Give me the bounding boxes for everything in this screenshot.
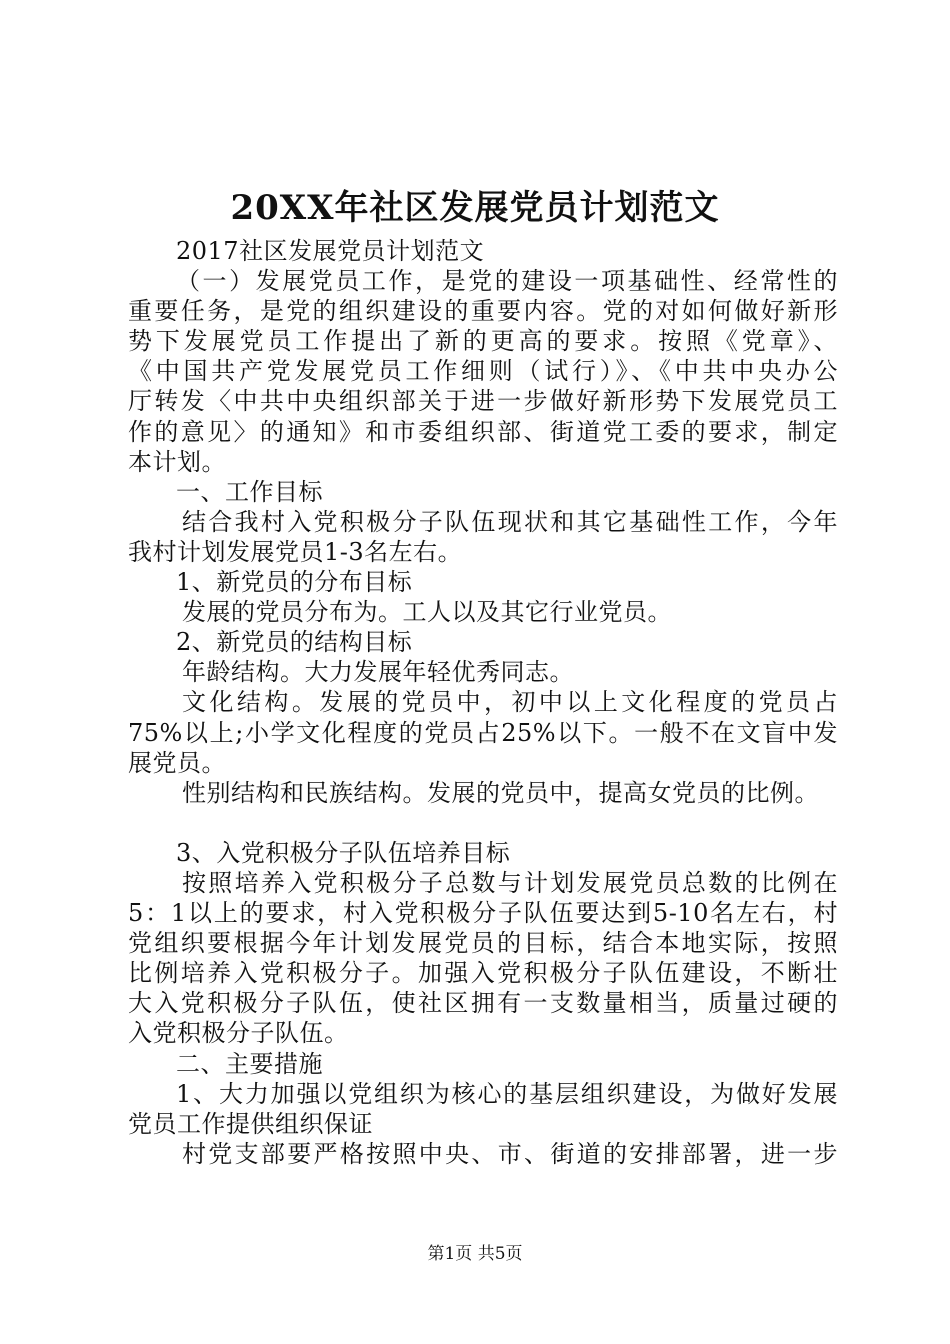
paragraph-line: （一）发展党员工作，是党的建设一项基础性、经常性的 xyxy=(176,267,838,296)
paragraph-line: 《中国共产党发展党员工作细则（试行）》、《中共中央办公 xyxy=(128,357,838,386)
paragraph-line: 结合我村入党积极分子队伍现状和其它基础性工作，今年 xyxy=(182,507,838,536)
paragraph-line: 作的意见〉的通知》和市委组织部、街道党工委的要求，制定 xyxy=(128,417,838,446)
section-heading: 一、工作目标 xyxy=(176,477,323,506)
paragraph-line: 按照培养入党积极分子总数与计划发展党员总数的比例在 xyxy=(182,868,838,897)
paragraph-line: 文化结构。发展的党员中，初中以上文化程度的党员占 xyxy=(182,688,838,717)
paragraph-line: 本计划。 xyxy=(128,447,226,476)
section-heading: 二、主要措施 xyxy=(176,1049,323,1078)
paragraph-line: 村党支部要严格按照中央、市、街道的安排部署，进一步 xyxy=(182,1139,838,1168)
paragraph-line: 展党员。 xyxy=(128,748,226,777)
paragraph-line: 厅转发〈中共中央组织部关于进一步做好新形势下发展党员工 xyxy=(128,387,838,416)
document-body xyxy=(128,236,838,1169)
paragraph-line: 我村计划发展党员1-3名左右。 xyxy=(128,537,463,566)
paragraph-line: 75%以上;小学文化程度的党员占25%以下。一般不在文盲中发 xyxy=(128,718,838,747)
paragraph-line: 发展的党员分布为。工人以及其它行业党员。 xyxy=(182,598,672,627)
paragraph-line: 势下发展党员工作提出了新的更高的要求。按照《党章》、 xyxy=(128,327,838,356)
document-title: 20XX年社区发展党员计划范文 xyxy=(230,188,720,228)
subtitle-line: 2017社区发展党员计划范文 xyxy=(176,237,485,265)
subsection-heading: 2、新党员的结构目标 xyxy=(176,628,413,657)
subsection-heading: 1、大力加强以党组织为核心的基层组织建设，为做好发展 xyxy=(176,1079,838,1108)
paragraph-line: 重要任务，是党的组织建设的重要内容。党的对如何做好新形 xyxy=(128,297,838,326)
paragraph-line: 性别结构和民族结构。发展的党员中，提高女党员的比例。 xyxy=(182,778,819,807)
subsection-heading: 1、新党员的分布目标 xyxy=(176,568,413,597)
paragraph-line: 年龄结构。大力发展年轻优秀同志。 xyxy=(182,658,574,687)
page-footer: 第1页 共5页 xyxy=(427,1244,523,1264)
paragraph-line: 比例培养入党积极分子。加强入党积极分子队伍建设，不断壮 xyxy=(128,959,838,988)
paragraph-line: 5：1以上的要求，村入党积极分子队伍要达到5-10名左右，村 xyxy=(128,899,838,928)
paragraph-line: 入党积极分子队伍。 xyxy=(128,1019,349,1048)
paragraph-line: 党组织要根据今年计划发展党员的目标，结合本地实际，按照 xyxy=(128,929,838,958)
subsection-heading: 3、入党积极分子队伍培养目标 xyxy=(176,838,511,867)
paragraph-line: 大入党积极分子队伍，使社区拥有一支数量相当，质量过硬的 xyxy=(128,989,838,1018)
subsection-heading: 党员工作提供组织保证 xyxy=(128,1109,373,1138)
blank-line xyxy=(128,808,838,838)
